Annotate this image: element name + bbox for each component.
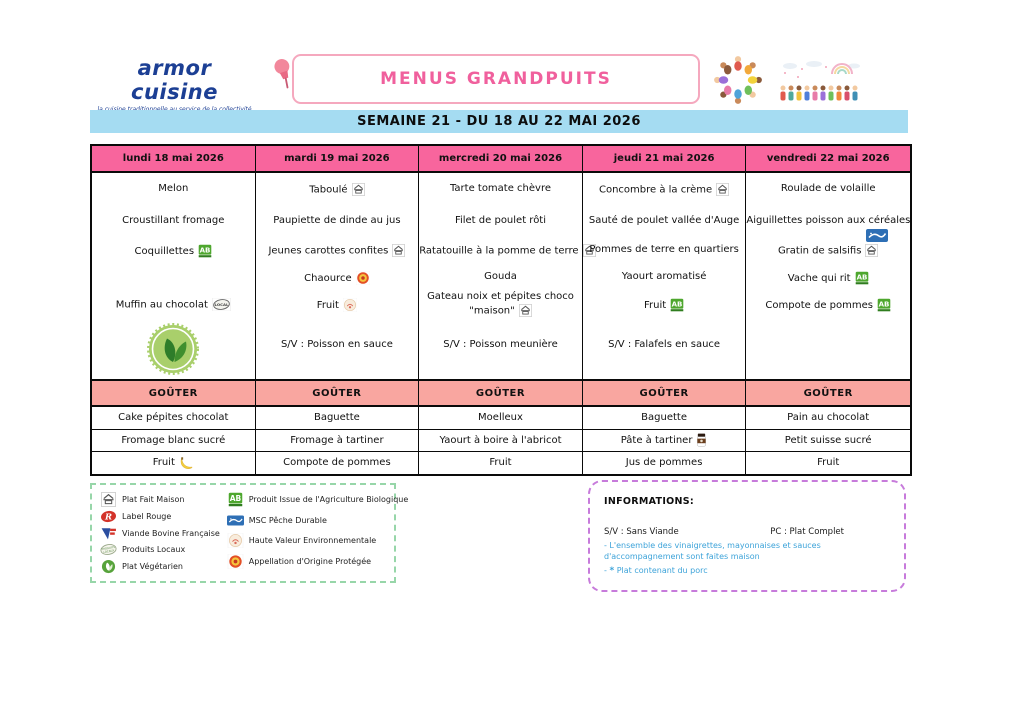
menu-item [256,244,419,257]
menu-item [746,298,910,312]
menu-item [256,298,419,312]
legend-label: MSC Pêche Durable [248,515,327,525]
menu-item [419,215,582,226]
menu-item-label: Ratatouille à la pomme de terre [419,245,579,257]
legend-box [90,483,409,583]
legend-label: Produit Issue de l'Agriculture Biologique [248,495,409,504]
day-header-vendredi: vendredi 22 mai 2026 [766,153,890,164]
fait-maison-icon [716,183,729,196]
gouter-header: GOÛTER [419,381,583,405]
gouter-cell: Baguette [256,407,420,429]
spread-jar-icon [696,433,707,447]
menu-item [746,183,910,194]
legend-label: Plat Végétarien [122,562,183,571]
gouter-header: GOÛTER [803,387,853,399]
fait-maison-icon [519,304,532,317]
legend-label: Label Rouge [122,511,172,521]
plat-vegetarien-icon [100,559,117,574]
menu-item [92,183,255,194]
gouter-header: GOÛTER [256,381,420,405]
day-header-mardi: mardi 19 mai 2026 [256,146,420,171]
legend-left-column [100,492,227,574]
menu-item [583,215,746,226]
page-title: MENUS GRANDPUITS [380,69,612,89]
menu-cell-mercredi [419,173,583,379]
legend-label: Plat Fait Maison [122,495,185,504]
plat-vegetarien-badge-icon [147,323,199,375]
menu-item-sv [419,339,582,350]
msc-peche-durable-icon [227,513,244,528]
gouter-cell-label: Pâte à tartiner [620,434,693,446]
gouter-cell: Compote de pommes [256,452,420,474]
menu-item-label: Roulade de volaille [780,183,876,194]
menu-item [419,183,582,194]
note-dash: - [604,566,607,575]
menu-item-sv [583,339,746,350]
menu-item-label: "maison" [469,305,515,317]
menu-cell-mardi [256,173,420,379]
gouter-cell: Petit suisse sucré [784,434,872,446]
menu-item-label: Croustillant fromage [122,215,225,226]
gouter-cell-label: Fruit [152,457,175,469]
gouter-row-1 [92,407,910,430]
gouter-cell: Fruit [419,452,583,474]
gouter-cell: Cake pépites chocolat [92,407,256,429]
gouter-cell: Baguette [583,407,747,429]
menu-item [419,271,582,282]
menu-item [746,271,910,285]
agriculture-biologique-icon [227,492,244,507]
menu-item [92,244,255,258]
gouter-cell [92,452,256,474]
menu-item [583,183,746,196]
day-header-mercredi: mercredi 20 mai 2026 [419,146,583,171]
children-circle-illustration [711,53,765,107]
legend-right-column [227,492,409,574]
menu-item [746,244,910,257]
menu-body-row [92,173,910,379]
menu-item [583,271,746,282]
menu-item-label: Gateau noix et pépites choco [427,291,574,302]
menu-item-label: Tarte tomate chèvre [449,183,552,194]
gouter-cell: Fromage blanc sucré [92,430,256,452]
menu-item-label: S/V : Poisson meunière [443,339,558,350]
gouter-header-row [92,379,910,407]
informations-box [588,480,906,592]
produits-locaux-icon [100,542,117,557]
menu-cell-jeudi [583,173,747,379]
menu-item-label: Coquillettes [134,246,195,257]
gouter-cell: Pain au chocolat [787,412,870,424]
gouter-cell: Jus de pommes [583,452,747,474]
pork-star-icon: * [609,566,615,576]
gouter-header: GOÛTER [583,381,747,405]
legend-label: Produits Locaux [122,545,186,555]
gouter-cell: Yaourt à boire à l'abricot [419,430,583,452]
menu-item-sv [256,339,419,350]
haute-valeur-environnementale-icon [227,533,244,548]
menu-item-label: Vache qui rit [787,273,851,284]
sv-definition: S/V : Sans Viande [604,527,679,537]
legend-label: Viande Bovine Française [122,528,220,538]
legend-item [227,513,388,528]
agriculture-biologique-icon [670,298,684,312]
gouter-cell: Fruit [817,457,840,469]
agriculture-biologique-icon [855,271,869,285]
week-banner: SEMAINE 21 - DU 18 AU 22 MAI 2026 [90,110,908,133]
menu-item [746,215,910,226]
menu-item-label: Chaource [304,273,352,284]
viande-bovine-francaise-icon [100,526,117,541]
banana-icon [179,455,194,470]
legend-item [100,526,227,541]
menu-item-label: Melon [158,183,189,194]
gouter-cell [583,430,747,452]
legend-label: Haute Valeur Environnementale [248,536,377,545]
menu-item-label: Aiguillettes poisson aux céréales [746,215,911,226]
fait-maison-icon [100,492,117,507]
armor-cuisine-logo [92,56,257,113]
menu-item-label: Fruit [644,300,667,311]
fait-maison-icon [865,244,878,257]
menu-item-label: S/V : Falafels en sauce [608,339,721,350]
legend-item [100,542,227,557]
menu-item [256,215,419,226]
fait-maison-icon [352,183,365,196]
menu-item-label: Taboulé [309,184,348,196]
menu-item-label: S/V : Poisson en sauce [280,339,393,350]
menu-item [256,271,419,285]
gouter-cell: Moelleux [419,407,583,429]
appellation-origine-protegee-icon [227,554,244,569]
menu-item [419,290,582,319]
legend-item [100,559,227,574]
agriculture-biologique-icon [198,244,212,258]
pc-definition: PC : Plat Complet [770,527,844,537]
menu-item [583,298,746,312]
legend-item [227,554,388,569]
informations-note-2 [604,565,890,577]
menu-item [92,298,255,311]
produit-local-icon [212,298,231,311]
menu-item [92,215,255,226]
gouter-row-3 [92,452,910,474]
title-box [292,54,700,104]
children-group-illustration [780,59,860,105]
menu-cell-vendredi [746,173,910,379]
informations-title: INFORMATIONS: [604,496,695,507]
logo-title: armor cuisine [131,56,218,104]
day-header-lundi: lundi 18 mai 2026 [92,146,256,171]
informations-note-1: - L'ensemble des vinaigrettes, mayonnaises et sauces d'accompagnement sont faites maison [604,541,821,561]
day-header-jeudi: jeudi 21 mai 2026 [583,146,747,171]
haute-valeur-environnementale-icon [343,298,357,312]
menu-item [256,183,419,196]
menu-item-label: Muffin au chocolat [115,299,208,311]
menu-item-label: Gratin de salsifis [777,245,862,257]
day-header-row [92,146,910,173]
appellation-origine-protegee-icon [356,271,370,285]
menu-item-label: Sauté de poulet vallée d'Auge [588,215,740,226]
menu-item-label: Concombre à la crème [598,184,713,196]
agriculture-biologique-icon [877,298,891,312]
menu-item-label: Gouda [484,271,517,282]
menu-item-label: Compote de pommes [765,300,873,311]
menu-item-label: Fruit [316,300,339,311]
menu-item-label: Jeunes carottes confites [268,245,389,257]
legend-label: Appellation d'Origine Protégée [248,556,372,566]
menu-table [90,144,912,476]
fait-maison-icon [392,244,405,257]
legend-item [100,509,227,524]
menu-item [583,244,746,255]
msc-peche-durable-icon [866,229,888,242]
menu-item [419,244,582,257]
gouter-row-2 [92,430,910,453]
label-rouge-icon [100,509,117,524]
menu-item-label: Yaourt aromatisé [621,271,707,282]
menu-item-label: Paupiette de dinde au jus [273,215,401,226]
gouter-cell: Fromage à tartiner [256,430,420,452]
menu-item-label: Filet de poulet rôti [454,215,547,226]
note-text: Plat contenant du porc [616,566,708,575]
legend-item [227,533,388,548]
legend-item [227,492,409,507]
legend-item [100,492,227,507]
informations-abbrev-row [604,527,890,537]
gouter-header: GOÛTER [92,381,256,405]
menu-cell-lundi [92,173,256,379]
menu-item-label: Pommes de terre en quartiers [589,244,739,255]
